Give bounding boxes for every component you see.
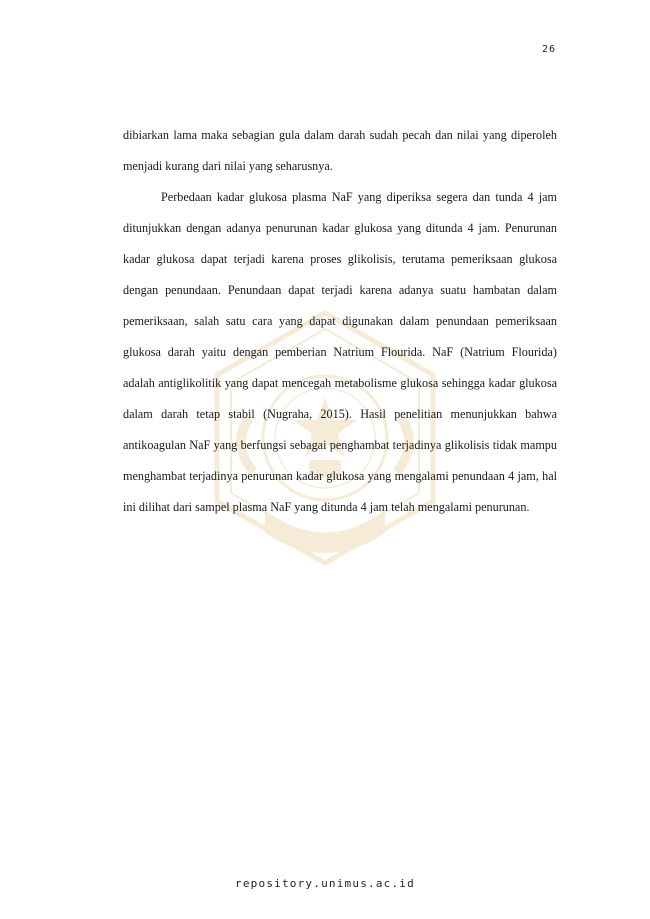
paragraph-continuation: dibiarkan lama maka sebagian gula dalam darah sudah pecah dan nilai yang diperoleh menjadi kurang dari nilai yang seharusnya.	[123, 128, 557, 173]
repository-footer: repository.unimus.ac.id	[235, 877, 415, 890]
paragraph-glucose-discussion: Perbedaan kadar glukosa plasma NaF yang diperiksa segera dan tunda 4 jam ditunjukkan dengan adanya penurunan kadar glukosa yang ditunda 4 jam. Penurunan kadar glukosa dapat terjadi karena proses glikolisis, terutama pemeriksaan glukosa dengan penundaan. Penundaan dapat terjadi karena adanya suatu hambatan dalam pemeriksaan, salah satu cara yang dapat digunakan dalam penundaan pemeriksaan glukosa darah yaitu dengan pemberian Natrium Flourida. NaF (Natrium Flourida) adalah antiglikolitik yang dapat mencegah metabolisme glukosa sehingga kadar glukosa dalam darah tetap stabil (Nugraha, 2015). Hasil penelitian menunjukkan bahwa antikoagulan NaF yang berfungsi sebagai penghambat terjadinya glikolisis tidak mampu menghambat terjadinya penurunan kadar glukosa yang mengalami penundaan 4 jam, hal ini dilihat dari sampel plasma NaF yang ditunda 4 jam telah mengalami penurunan.	[123, 190, 557, 514]
page-number: 26	[541, 44, 556, 55]
document-body	[123, 120, 557, 523]
